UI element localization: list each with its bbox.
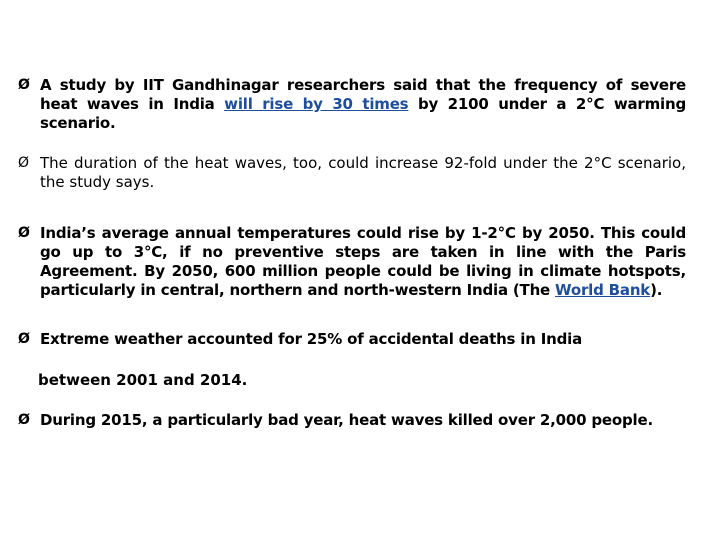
- bullet-text: [40, 76, 686, 133]
- bullet-text: The duration of the heat waves, too, could increase 92-fold under the 2°C scenario, the study says.: [40, 154, 686, 191]
- bullet-extreme-weather: [18, 330, 686, 349]
- bullet-text: Extreme weather accounted for 25% of accidental deaths in India: [40, 330, 583, 348]
- bullet-text-part: ).: [650, 281, 663, 299]
- arrow-bullet-icon: Ø: [18, 155, 30, 171]
- bullet-continuation-text: between 2001 and 2014.: [38, 371, 248, 389]
- bullet-temperature-rise: [18, 224, 686, 300]
- link-will-rise-by-30-times[interactable]: will rise by 30 times: [224, 95, 409, 113]
- bullet-text-part: India’s average annual temperatures could rise by 1-2°C by 2050. This could go up to 3°C, if no preventive steps are taken in line with the Paris Agreement. By 2050, 600 million people could be living in climate hotspots, particularly in central, northern and north-western India (The: [40, 224, 686, 299]
- bullet-text-part: by 2100 under a 2°C warming scenario.: [40, 95, 687, 132]
- arrow-bullet-icon: Ø: [18, 225, 30, 241]
- arrow-bullet-icon: Ø: [18, 77, 30, 93]
- bullet-text: [40, 224, 686, 300]
- bullet-heatwave-duration: [18, 154, 686, 192]
- bullet-heatwave-frequency: [18, 76, 686, 133]
- bullet-text: During 2015, a particularly bad year, heat waves killed over 2,000 people.: [40, 411, 653, 429]
- link-world-bank[interactable]: World Bank: [555, 281, 651, 299]
- bullet-text-part: A study by IIT Gandhinagar researchers said that the frequency of severe heat waves in India: [40, 76, 686, 113]
- arrow-bullet-icon: Ø: [18, 412, 30, 428]
- bullet-2015-heatwaves: [18, 411, 686, 430]
- arrow-bullet-icon: Ø: [18, 331, 30, 347]
